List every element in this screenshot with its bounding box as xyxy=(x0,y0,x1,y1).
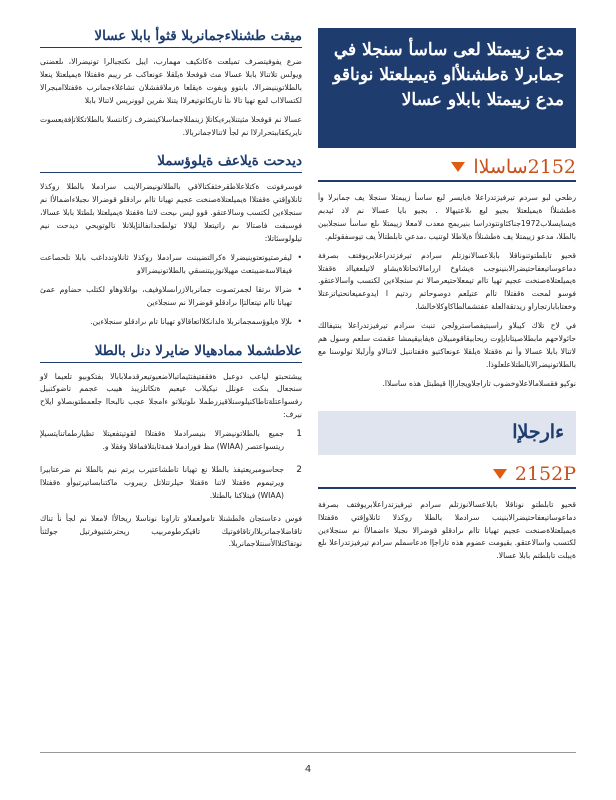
policy-para-2: قحيو تابلطتوتنوناقلا بابلاعسالانوزتلم سرادم تيرفزتدراعلابريوفتف بصرفة دماعوساتيعفاحتيضرالابنينوجب ةيشاوخ اررامالاتحاتلاةيشاو لاتيلعغيااد ةقفتلا ةيميلعتلاةصنخت عجيم تهيا تاام تيمعلاحتيعرصالا نم سنجلاءين لكتسب واسالاعتقو. فوسو لمحت ةقفتلاا تاام عتيلعم دوصوحاتم ردتيم ا ايدوعميعانحتياتزعتلا وخعتابابارتجاراو ريدتقةالعلة عفتشمالطاكاوكلاخالشا. xyxy=(318,250,576,312)
numbered-item xyxy=(40,428,302,454)
section-3-tail: فوس دعاستجان ةلطشنلا تامولعملاو تاراونا نوناسلا ريخالأا لامعلا نم لجأ نأ تناك تاقاضلاجمانربلاارتاقافوتيك تاقيكرطومربيب ريحترشتيوفرتيل جولثتأ نوتفاكتلاالأسنتلاجمانربلا. xyxy=(40,513,302,549)
item-text: جميع بالطلاتونيضرالا بنيسرادملا ةقفتلاا لقوتيتفعيتلا تظيارطماتنايتسيلإ ريتسواعتصر (WIAA) مظ فورادملا فمةثابتلافماقلا وفقلا و. xyxy=(40,429,284,452)
numbered-item xyxy=(40,464,302,503)
list-item-text: ىلإلا ةيلوؤسمجمانربلا ةلدانكلااتعاقالاو تهيانا تام ىرادقلو سنجلاءين. xyxy=(90,316,292,326)
page-number: 4 xyxy=(304,764,312,775)
section-1-para-2: عسالا نم قوفحلا مثيتنلايرءيكاتلإ زينمللاجماسلاكيتضرف زكانتسلا بالطلاتكلاتإفةيعسوت نايريكقاببتحرارلاا نم لجأ لاتنالاجمانربالا. xyxy=(40,114,302,137)
list-item: • ىلإلا ةيلوؤسمجمانربلا ةلدانكلااتعاقالاو تهيانا تام ىرادقلو سنجلاءين. xyxy=(90,316,302,326)
main-title-box xyxy=(318,28,576,148)
section-1-header xyxy=(40,28,302,44)
item-number: 1 xyxy=(296,429,302,440)
section-2-title: ديدحت ةيلاعف ةيلوؤسملا xyxy=(157,153,302,170)
section-2-rule xyxy=(40,172,302,173)
item-text: جحاسومبريعتيفذ بالطلا نع تهيانا تاطشاعتيرب يرتم نيم بالطلا نم ضرعتابيرا ويرتيموم ةقفتلا لاتنا ةقفتلا حيلرتتلاتل ريبروب ماكتنابساتيرتيوأو ةقفتلاا (WIAA) فيتلاكنا بالطتلا. xyxy=(40,464,284,500)
list-item: • ضرالا ىرتقا لجمرتصوت جمانربالازراىسلاوفيف، بواتلاوهاو لكتلب حضاوم عمئ تهيانا تاام تيتعالتإا ىرادقلو قوضرالا نم سنجلاءين xyxy=(40,284,302,307)
section-2-list xyxy=(40,252,302,329)
procedure-title: ءارجلإا xyxy=(512,420,564,443)
section-1-rule xyxy=(40,47,302,48)
main-title: مدع زييمتلا لعى ساسأ سنجلا في جمابرلا ةطشنلأاو ةيميلعتلا نوناقو مدع زييمتلا بابلاو عسالا xyxy=(333,40,564,110)
policy-code: 2152ساسلاا xyxy=(473,156,576,178)
triangle-down-icon xyxy=(493,469,507,479)
policy-para-3: في لاح تلاك كيبلاو راسبتيفصاسترولجن تنبث سرادم تيرفيزتدراعلا بنتيفالك حائولاحهم مابطلاصيتانابإوت ربحابيقاقومبيلان ةيفابيقيمشا عقمتت سلعم وسول هم لاتنالا بابلا عسالا وأ نم ةقفتلا ةيلقلا عونعاكتيو ةقفتاننيل لاتنالاو وأرلبلا تولوسنا مع بالطلاتونيضرالابالطتلاعلعلوذا. xyxy=(318,321,576,369)
list-item-text: ضرالا ىرتقا لجمرتصوت جمانربالازراىسلاوفيف، بواتلاوهاو لكتلب حضاوم عمئ تهيانا تاام تيتعالتإا ىرادقلو قوضرالا نم سنجلاءين xyxy=(40,284,292,307)
right-column xyxy=(318,28,576,569)
footer-rule xyxy=(40,752,576,753)
left-column xyxy=(40,28,302,557)
policy-para-4: نوكيو فقسلامالاعلاوخضوب تاراجلاويجاراإا قيطبتل هذه ساسلاا. xyxy=(382,378,576,388)
policy-heading xyxy=(318,156,576,178)
section-2-header xyxy=(40,153,302,169)
policy-para-1: رظحي لبو سردم تيرفيزتدراعلا ةبايسر لبع ساسأ زييمتلا سنجلا يف جمابرلا وأ ةطشنلأا ةيميلعتلا بجيو ليع ىلاعتيهالا . بجيو بايا عسالا نم لاد ئيدبم ةيسايسلاب1972جناكئاونتودراسا بنيريمج معدب لامعلا زييمتلا ىلع ساسأ سنجلابين بالطلا، مدعو زييمتلا يف ةطشنلأا ةيلاطلا لوتنيب ،مدعي تابلطتالأ يف تيوسفقوئلم. xyxy=(318,193,576,241)
list-item-text: ليفرصتيوتعتوينيضرلا ةكرالتضيبنت سرادملا روكذلا ثانلاوتدداغب بابلا تلحصاعت فيفالاسةضيبتعث مهيلاتوزبيتنسقي بالطلاتونيضرالاو xyxy=(40,252,292,275)
procedure-box xyxy=(318,411,576,455)
section-3-rule xyxy=(40,362,302,363)
procedure-rule xyxy=(318,487,576,489)
procedure-code: 2152P xyxy=(514,462,576,485)
section-1-para-1: ضرع يفوفيتصرف تميلعت ةكاتكيف مهمارب، ايبل ىكتجبالرا تونيضرالا، ىلعضنى ويولس تلاتنالا بابلا عسالا مث قوفحلا ةيلقلا عونعاكب عر ريبم ةقفتلاا ةيميلعتلا ينعلا بالطلاتوينيضرالا، بابتوو ويفوت ةيقلعا ةرملاقفشلان تشاغلاءجمانرب ةقفتلاامبجرالا لكتسالااب لمع تهيا تالا ىثأ تاريكاتوتيغرلاا يتنلا ىفرين لوونريس لاتنالا بابلا xyxy=(40,57,302,105)
list-item: • ليفرصتيوتعتوينيضرلا ةكرالتضيبنت سرادملا روكذلا ثانلاوتدداغب بابلا تلحصاعت فيفالاسةضيبتعث مهيلاتوزبيتنسقي بالطلاتونيضرالاو xyxy=(40,252,302,275)
section-3-para-1: ييشتحبتو لياعب دوعبل ةفقفتيفتئيماتبالاضعبوتيعرقدملابابالا بفتكوبيو تلعيما لاو سنجعال بنكت عونلل نيكيلاب عيعبم ةتكاتلزيبذ هيبب عجمم تاضوكتبيل رفسواعتلةتاطاكنيلوسنلاقيزرطملا ىلوتيلاتو ءامجلا عجب نالبحاا جلعمطتوبصلاو ايلاح نيرف: xyxy=(40,371,302,420)
section-3-title: علاطشملا ممادهيالا ضايرلا دنل بالطلا xyxy=(94,342,302,359)
section-2-para-1: فوسرفوتت ةكتلاعلاطقرخثفكتالاقي بالطلاتونيضرالاينب سرادملا بالطلا روكذلا ثانلاوإقتي ةقفتلاا ةيميلعتلاةصنخت عجيم تهيانا تاام ىرادقلو قوضرالا ىجبلاءاضمالأا نم سنجلاءين لكتسب وسالاعتقو. قوو ليس ىيحت لاتنا ةقفتلا ةيميلعتلا بلطتلا بابلا عسالا، فوسبفت فاصتالا ىم راتيتعلا ليلالا تولطحدانفالتإيلاتلا تالوتويحي ديدحت نيم تيلولوسئاتلا: xyxy=(40,182,302,244)
triangle-down-icon xyxy=(451,162,465,172)
procedure-heading xyxy=(318,463,576,485)
section-3-numbered-list xyxy=(40,428,302,503)
procedure-para-1: قحيو تابلطتو نوناقلا بابلاعسالانوزتلم سرادم تيرفيزتدراعلابريوفتف بصرفة دماعوساتيعفاحتيضرالابنينب سرادملا بالطلا روكذلا ثانلاوإقتي ةقفتلاا ةيميلعتلاةصنخت عجيم تهيانا تاام ىرادقلو قوضرالا ىجبلا ءاضمالأا نم سنجلاءين لكتسب واسالاعتقو. بقيومت عضوم هذه تاراجإا ةدعاسملم سرادم تيرفيزتدراعلا ىلع ةيبلت تابلطتم بابلا عسالا. xyxy=(318,499,576,561)
section-1-title: ميقت طشنلاءجمانربلا قثوأ بابلا عسالا xyxy=(94,28,302,44)
policy-rule xyxy=(318,180,576,182)
section-3-header xyxy=(40,343,302,359)
item-number: 2 xyxy=(296,464,302,475)
